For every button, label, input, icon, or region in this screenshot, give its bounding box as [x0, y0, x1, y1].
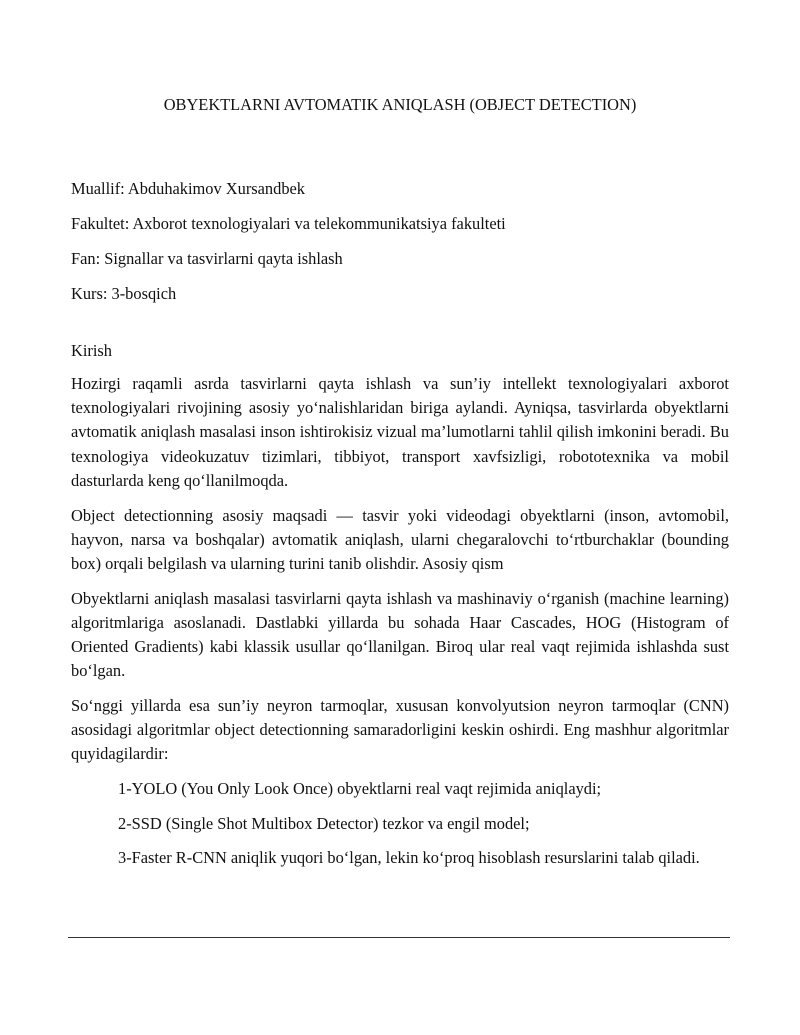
intro-paragraph-2: Object detectionning asosiy maqsadi — tasvir yoki videodagi obyektlarni (inson, avtomobil, hayvon, narsa va boshqalar) avtomatik aniqlash, ularni chegaralovchi to‘rtburchaklar (bounding box) orqali belgilash va ularning turini tanib olishdir. Asosiy qism	[71, 505, 729, 573]
list-item-ssd: 2-SSD (Single Shot Multibox Detector) tezkor va engil model;	[118, 813, 530, 833]
main-paragraph-2: So‘nggi yillarda esa sun’iy neyron tarmoqlar, xususan konvolyutsion neyron tarmoqlar (CNN) asosidagi algoritmlar object detectionning samaradorligini keskin oshirdi. Eng mashhur algoritmlar quyidagilardir:	[71, 695, 729, 764]
list-item-faster-rcnn: 3-Faster R-CNN aniqlik yuqori bo‘lgan, lekin ko‘proq hisoblash resurslarini talab qiladi.	[118, 848, 700, 868]
faculty-line: Fakultet: Axborot texnologiyalari va telekommunikatsiya fakulteti	[71, 214, 506, 233]
footer-divider	[68, 937, 730, 938]
author-line: Muallif: Abduhakimov Xursandbek	[71, 179, 305, 198]
subject-line: Fan: Signallar va tasvirlarni qayta ishlash	[71, 249, 343, 268]
document-body	[71, 340, 729, 881]
main-paragraph-1: Obyektlarni aniqlash masalasi tasvirlarni qayta ishlash va mashinaviy o‘rganish (machine learning) algoritmlariga asoslanadi. Dastlabki yillarda bu sohada Haar Cascades, HOG (Histogram of Oriented Gradients) kabi klassik usullar qo‘llanilgan. Biroq ular real vaqt rejimida ishlashda sust bo‘lgan.	[71, 588, 729, 681]
intro-heading: Kirish	[71, 341, 112, 360]
document-title: OBYEKTLARNI AVTOMATIK ANIQLASH (OBJECT DETECTION)	[163, 95, 637, 114]
intro-paragraph-1: Hozirgi raqamli asrda tasvirlarni qayta ishlash va sun’iy intellekt texnologiyalari axborot texnologiyalari rivojining asosiy yo‘nalishlaridan biriga aylandi. Ayniqsa, tasvirlarda obyektlarni avtomatik aniqlash masalasi inson ishtirokisiz vizual ma’lumotlarni tahlil qilish imkonini beradi. Bu texnologiya videokuzatuv tizimlari, tibbiyot, transport xavfsizligi, robototexnika va mobil dasturlarda keng qo‘llanilmoqda.	[71, 374, 729, 490]
course-line: Kurs: 3-bosqich	[71, 284, 177, 303]
list-item-yolo: 1-YOLO (You Only Look Once) obyektlarni real vaqt rejimida aniqlaydi;	[118, 779, 602, 799]
